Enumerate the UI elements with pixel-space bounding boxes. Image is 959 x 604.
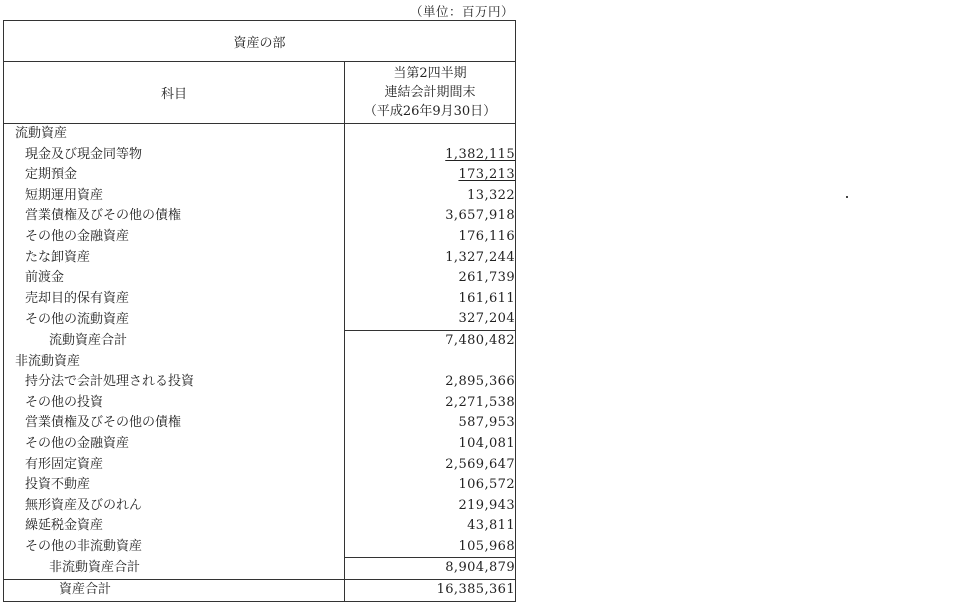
category-label-noncurrent-assets: 非流動資産 bbox=[4, 352, 345, 373]
table-row bbox=[4, 145, 516, 166]
total-row bbox=[4, 580, 516, 602]
row-label: その他の流動資産 bbox=[4, 309, 345, 330]
row-value: 2,895,366 bbox=[345, 372, 516, 393]
period-line-2: 連結会計期間末 bbox=[384, 85, 476, 100]
row-label: その他の金融資産 bbox=[4, 227, 345, 248]
total-value: 16,385,361 bbox=[345, 580, 516, 602]
subtotal-row-noncurrent-assets bbox=[4, 558, 516, 580]
table-row bbox=[4, 309, 516, 330]
item-column-header: 科目 bbox=[4, 62, 345, 124]
row-value: 587,953 bbox=[345, 413, 516, 434]
table-row bbox=[4, 186, 516, 207]
table-row bbox=[4, 393, 516, 414]
table-row bbox=[4, 455, 516, 476]
table-row bbox=[4, 248, 516, 269]
row-label: 有形固定資産 bbox=[4, 455, 345, 476]
table-row bbox=[4, 206, 516, 227]
row-label: 繰延税金資産 bbox=[4, 516, 345, 537]
row-value: 327,204 bbox=[345, 309, 516, 330]
period-line-3: （平成26年9月30日） bbox=[363, 104, 497, 119]
row-label: その他の非流動資産 bbox=[4, 537, 345, 558]
row-value: 2,569,647 bbox=[345, 455, 516, 476]
table-row bbox=[4, 165, 516, 186]
row-value: 219,943 bbox=[345, 496, 516, 517]
table-row bbox=[4, 537, 516, 558]
row-label: 投資不動産 bbox=[4, 475, 345, 496]
subtotal-value: 8,904,879 bbox=[345, 558, 516, 580]
row-value: 106,572 bbox=[345, 475, 516, 496]
table-row bbox=[4, 496, 516, 517]
subtotal-row-current-assets bbox=[4, 330, 516, 351]
table-row bbox=[4, 124, 516, 145]
row-value bbox=[345, 145, 516, 166]
empty-value bbox=[345, 124, 516, 145]
row-value: 43,811 bbox=[345, 516, 516, 537]
row-label: 短期運用資産 bbox=[4, 186, 345, 207]
period-column-header bbox=[345, 62, 516, 124]
row-label: 売却目的保有資産 bbox=[4, 289, 345, 310]
table-row bbox=[4, 413, 516, 434]
row-label: 営業債権及びその他の債権 bbox=[4, 413, 345, 434]
balance-sheet-table bbox=[3, 20, 516, 602]
table-row bbox=[4, 372, 516, 393]
row-value bbox=[345, 165, 516, 186]
row-value: 176,116 bbox=[345, 227, 516, 248]
total-label: 資産合計 bbox=[4, 580, 345, 602]
row-label: 営業債権及びその他の債権 bbox=[4, 206, 345, 227]
row-value: 2,271,538 bbox=[345, 393, 516, 414]
row-label: その他の金融資産 bbox=[4, 434, 345, 455]
table-row bbox=[4, 475, 516, 496]
row-label: たな卸資産 bbox=[4, 248, 345, 269]
row-value: 161,611 bbox=[345, 289, 516, 310]
table-row bbox=[4, 352, 516, 373]
row-value: 105,968 bbox=[345, 537, 516, 558]
row-value-text: 1,382,115 bbox=[445, 146, 516, 162]
row-label: 現金及び現金同等物 bbox=[4, 145, 345, 166]
subtotal-value: 7,480,482 bbox=[345, 330, 516, 351]
row-label: 持分法で会計処理される投資 bbox=[4, 372, 345, 393]
table-row bbox=[4, 268, 516, 289]
row-value: 1,327,244 bbox=[345, 248, 516, 269]
category-label-current-assets: 流動資産 bbox=[4, 124, 345, 145]
subtotal-label: 流動資産合計 bbox=[4, 330, 345, 351]
period-line-1: 当第2四半期 bbox=[393, 66, 467, 81]
row-value: 13,322 bbox=[345, 186, 516, 207]
subtotal-label: 非流動資産合計 bbox=[4, 558, 345, 580]
row-label: その他の投資 bbox=[4, 393, 345, 414]
table-row bbox=[4, 289, 516, 310]
table-row bbox=[4, 434, 516, 455]
row-value: 3,657,918 bbox=[345, 206, 516, 227]
row-value-text: 173,213 bbox=[458, 167, 516, 183]
row-value: 104,081 bbox=[345, 434, 516, 455]
table-row bbox=[4, 227, 516, 248]
row-label: 前渡金 bbox=[4, 268, 345, 289]
empty-value bbox=[345, 352, 516, 373]
stray-dot-mark bbox=[846, 196, 848, 198]
unit-note: （単位：百万円） bbox=[410, 4, 515, 19]
row-label: 無形資産及びのれん bbox=[4, 496, 345, 517]
row-value: 261,739 bbox=[345, 268, 516, 289]
table-row bbox=[4, 516, 516, 537]
row-label: 定期預金 bbox=[4, 165, 345, 186]
section-title: 資産の部 bbox=[4, 21, 516, 62]
